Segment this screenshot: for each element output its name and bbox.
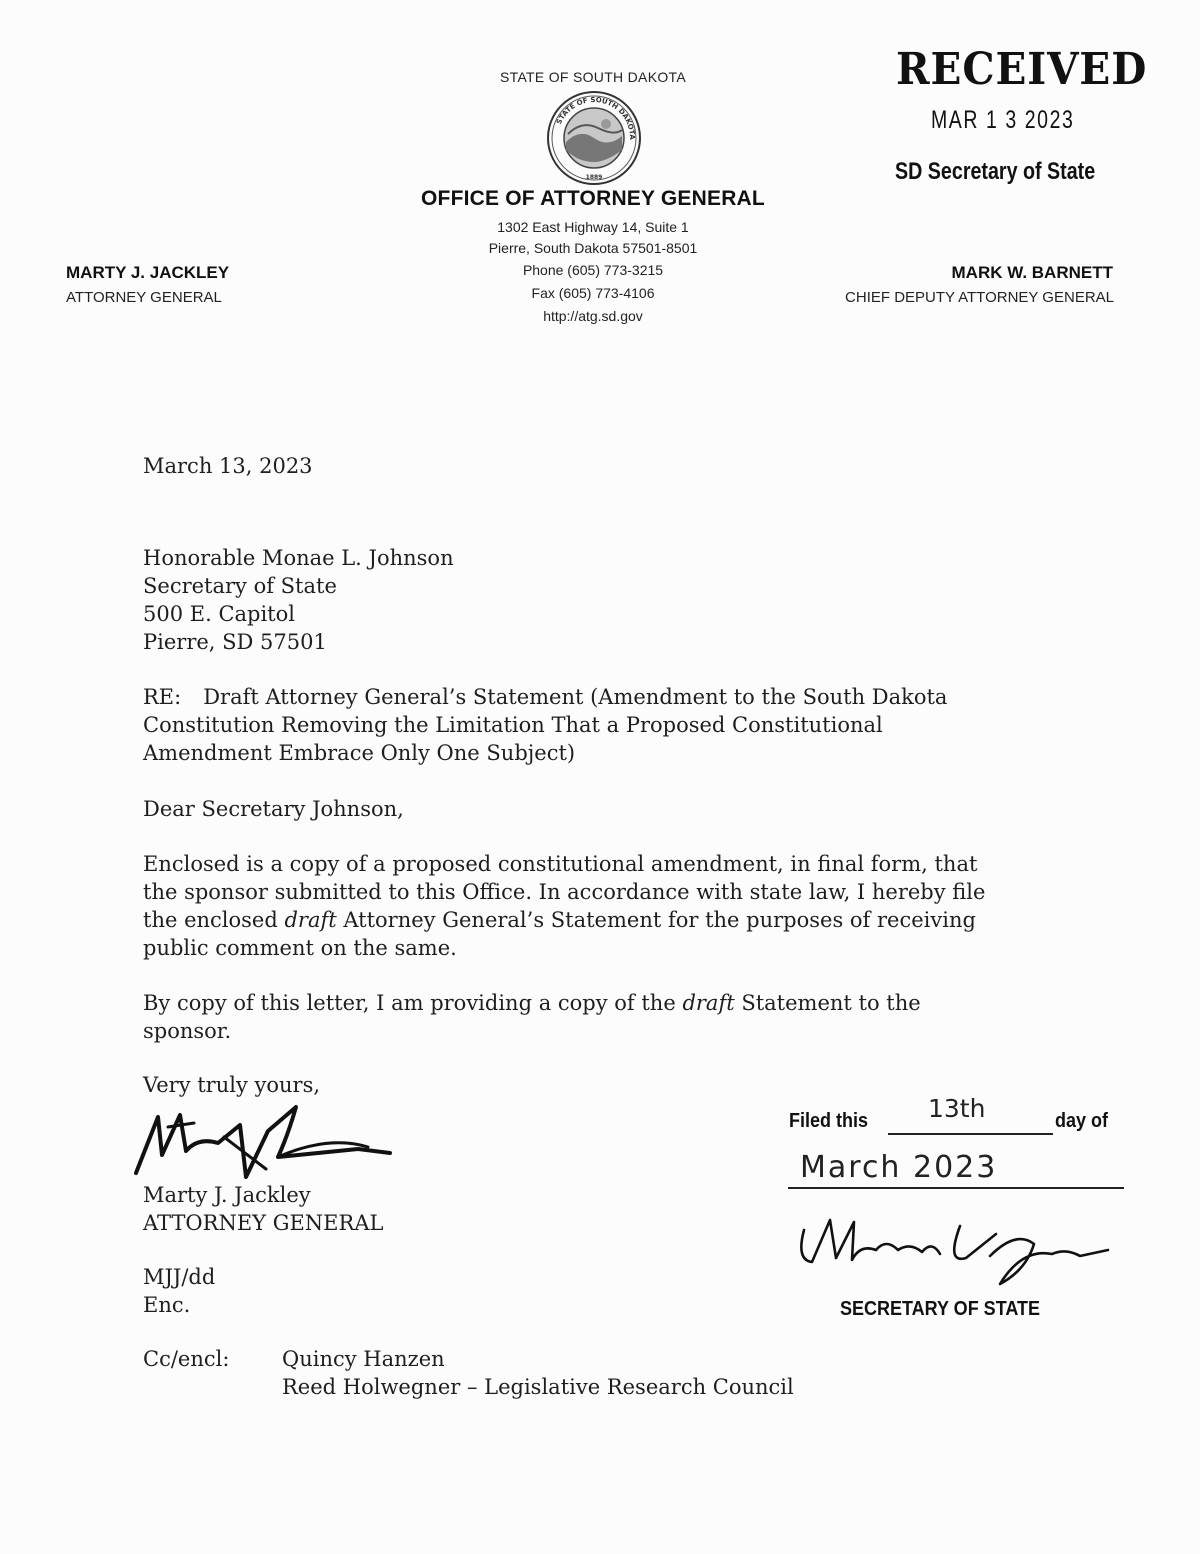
paragraph-text: By copy of this letter, I am providing a copy of the xyxy=(143,991,683,1015)
closing: Very truly yours, xyxy=(143,1073,321,1097)
paragraph-text: Attorney General’s Statement for the purposes of receiving xyxy=(336,908,976,932)
chief-deputy-title: CHIEF DEPUTY ATTORNEY GENERAL xyxy=(845,289,1114,306)
cc-recipient: Quincy Hanzen xyxy=(282,1347,445,1371)
signer-title: ATTORNEY GENERAL xyxy=(143,1211,384,1235)
filed-month-underline xyxy=(788,1187,1124,1189)
cc-label: Cc/encl: xyxy=(143,1347,230,1371)
paragraph-line: public comment on the same. xyxy=(143,936,457,960)
received-stamp-office: SD Secretary of State xyxy=(895,158,1096,185)
website-link[interactable]: http://atg.sd.gov xyxy=(543,308,643,324)
paragraph-line: sponsor. xyxy=(143,1019,232,1043)
salutation: Dear Secretary Johnson, xyxy=(143,797,404,821)
paragraph-text: Statement to the xyxy=(734,991,921,1015)
secretary-of-state-title: SECRETARY OF STATE xyxy=(840,1298,1041,1320)
seal-text: STATE OF SOUTH DAKOTA xyxy=(555,95,637,140)
enclosure-note: Enc. xyxy=(143,1293,191,1317)
phone-number: Phone (605) 773-3215 xyxy=(522,262,664,278)
attorney-general-title: ATTORNEY GENERAL xyxy=(66,289,222,306)
body-paragraph-2 xyxy=(143,989,1043,1045)
letter-date: March 13, 2023 xyxy=(143,454,313,478)
body-paragraph-1 xyxy=(143,850,1043,962)
filed-day: 13th xyxy=(928,1094,986,1123)
recipient-line: Secretary of State xyxy=(143,574,337,598)
emphasis-draft: draft xyxy=(682,991,735,1015)
address-line-1: 1302 East Highway 14, Suite 1 xyxy=(497,219,689,235)
filed-month-year: March 2023 xyxy=(800,1150,998,1185)
signer-block xyxy=(143,1181,383,1237)
initials: MJJ/dd xyxy=(143,1265,216,1289)
subject-label: RE: xyxy=(143,685,182,709)
state-heading: STATE OF SOUTH DAKOTA xyxy=(500,69,686,85)
cc-recipient: Reed Holwegner – Legislative Research Council xyxy=(282,1375,794,1399)
fax-number: Fax (605) 773-4106 xyxy=(531,285,655,301)
filed-this-label: Filed this xyxy=(789,1110,869,1132)
received-stamp-date: MAR 1 3 2023 xyxy=(931,106,1075,134)
attorney-general-name: MARTY J. JACKLEY xyxy=(66,263,230,282)
state-seal-icon xyxy=(546,90,642,186)
received-stamp: RECEIVED xyxy=(896,44,1148,95)
svg-text:1889: 1889 xyxy=(585,174,603,181)
recipient-line: Pierre, SD 57501 xyxy=(143,630,327,654)
recipient-line: Honorable Monae L. Johnson xyxy=(143,546,454,570)
address-line-2: Pierre, South Dakota 57501-8501 xyxy=(488,240,698,256)
secretary-of-state-signature xyxy=(790,1200,1120,1290)
signer-name: Marty J. Jackley xyxy=(143,1183,311,1207)
chief-deputy-name: MARK W. BARNETT xyxy=(951,263,1113,282)
subject-line: Draft Attorney General’s Statement (Amendment to the South Dakota xyxy=(203,685,948,709)
subject-block xyxy=(143,683,1043,767)
recipient-block xyxy=(143,544,454,656)
emphasis-draft: draft xyxy=(284,908,337,932)
paragraph-text: the enclosed xyxy=(143,908,285,932)
cc-list xyxy=(282,1345,794,1401)
office-title: OFFICE OF ATTORNEY GENERAL xyxy=(421,187,765,210)
subject-line: Amendment Embrace Only One Subject) xyxy=(143,741,576,765)
filed-day-underline xyxy=(888,1133,1053,1135)
reference-block xyxy=(143,1263,215,1319)
paragraph-line: Enclosed is a copy of a proposed constitutional amendment, in final form, that xyxy=(143,852,978,876)
day-of-label: day of xyxy=(1055,1110,1109,1132)
attorney-general-signature xyxy=(128,1095,398,1185)
subject-line: Constitution Removing the Limitation That a Proposed Constitutional xyxy=(143,713,883,737)
recipient-line: 500 E. Capitol xyxy=(143,602,295,626)
paragraph-line: the sponsor submitted to this Office. In accordance with state law, I hereby file xyxy=(143,880,986,904)
